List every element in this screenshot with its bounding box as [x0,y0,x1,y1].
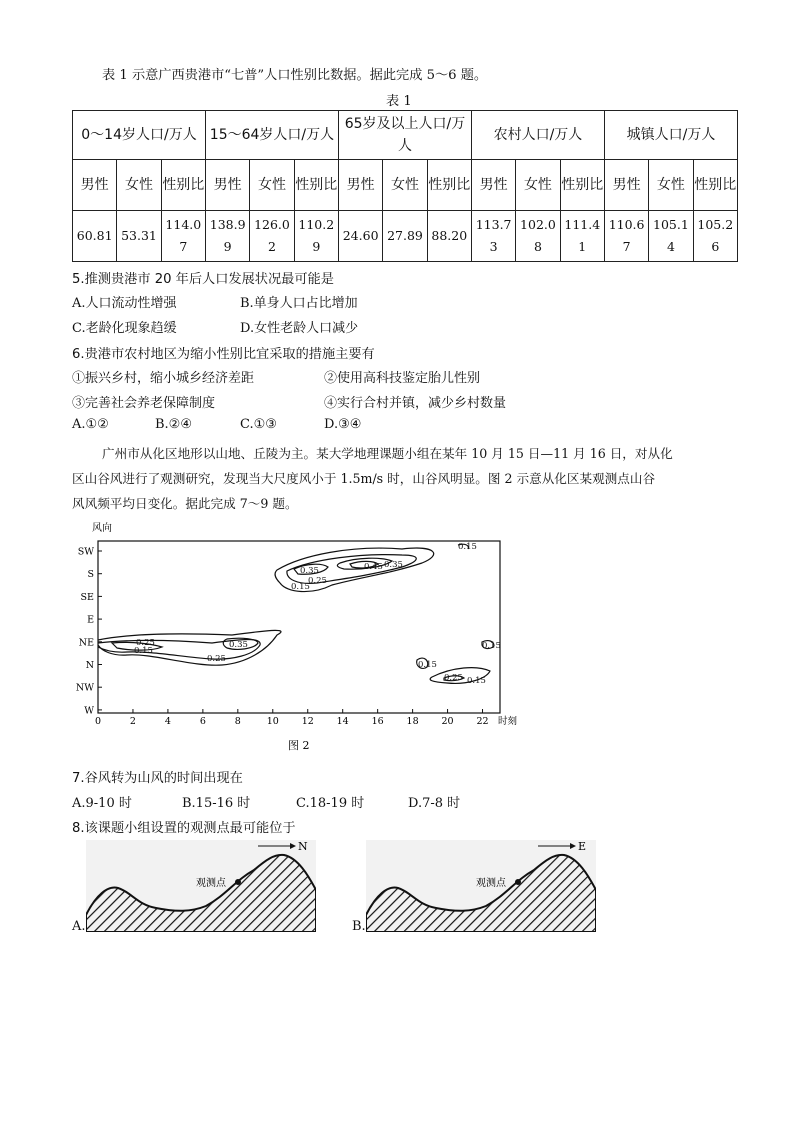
observation-point-marker [515,879,521,885]
sub-header: 女性 [383,160,427,211]
value-line: 2 [268,239,276,254]
q6-option-c: C.①③ [240,417,277,432]
sub-header: 性别比 [560,160,604,211]
q7-option-d: D.7-8 时 [408,796,461,811]
contour-label: 0.25 [444,673,463,683]
value-cell [693,211,737,262]
y-tick-label: SW [77,546,94,558]
y-tick-label: SE [80,591,94,603]
value-line: 7 [179,239,188,254]
value-line: 111.4 [564,217,601,232]
q8-option-a: A. [72,919,86,934]
value-line: 105.1 [653,217,689,232]
observation-point-label: 观测点 [196,878,226,889]
value-line: 102.0 [520,217,556,232]
x-axis-label: 时刻 [498,716,518,727]
observation-point-marker [235,879,241,885]
direction-label: N [298,840,308,853]
contour-label: 0.25 [207,654,226,664]
y-axis-label: 风向 [92,523,112,534]
x-tick-label: 18 [406,716,419,727]
contour-label: 0.45 [364,562,383,572]
contour-line [98,630,281,665]
y-tick-label: N [85,660,94,671]
contour-label: 0.35 [300,566,319,576]
y-tick-label: W [84,705,94,717]
q5-option-c: C.老龄化现象趋缓 [72,321,177,336]
value-cell [604,211,648,262]
sub-header: 女性 [516,160,560,211]
value-line: 3 [489,239,498,254]
y-tick-label: NW [75,682,94,694]
x-tick-label: 10 [266,716,279,727]
x-tick-label: 14 [336,716,349,727]
q5-option-d: D.女性老龄人口减少 [240,321,359,336]
terrain-profile-b [366,840,596,932]
q6-option-d: D.③④ [324,417,362,432]
question-5-stem: 5.推测贵港市 20 年后人口发展状况最可能是 [72,272,334,287]
intro-q5-6: 表 1 示意广西贵港市“七普”人口性别比数据。据此完成 5～6 题。 [102,68,488,83]
value-cell [250,211,294,262]
group-header: 15～64岁人口/万人 [205,111,338,160]
wind-frequency-chart [72,515,532,760]
sub-header: 性别比 [161,160,205,211]
value-cell [117,211,161,262]
x-tick-label: 2 [129,716,136,727]
contour-labels [134,542,501,686]
sub-header: 女性 [250,160,294,211]
sub-header: 女性 [117,160,161,211]
q6-statement-3: ③完善社会养老保障制度 [72,396,216,411]
value-cell [427,211,471,262]
q6-option-b: B.②④ [155,417,192,432]
q5-option-b: B.单身人口占比增加 [240,296,358,311]
q5-option-a: A.人口流动性增强 [72,296,177,311]
x-tick-label: 22 [476,716,489,727]
value-line: 110.2 [298,217,335,232]
value-cell [294,211,338,262]
sub-header: 性别比 [693,160,737,211]
group-header: 65岁及以上人口/万人 [338,111,471,160]
contour-label: 0.15 [418,660,437,670]
value-line: 4 [666,239,675,254]
value-line: 88.20 [431,228,468,243]
group-header: 0～14岁人口/万人 [73,111,206,160]
y-tick-label: S [87,569,94,581]
value-line: 6 [711,239,720,254]
figure-caption: 图 2 [288,739,310,752]
observation-point-label: 观测点 [476,878,506,889]
sub-header: 男性 [338,160,382,211]
x-tick-label: 0 [94,716,102,727]
group-header: 农村人口/万人 [471,111,604,160]
sub-header: 男性 [205,160,249,211]
value-line: 8 [533,239,542,254]
intro-q7-9-line2: 区山谷风进行了观测研究，发现当大尺度风小于 1.5m/s 时，山谷风明显。图 2 示意从化区某观测点山谷 [72,471,656,486]
value-cell [161,211,205,262]
y-tick-label: NE [78,637,94,649]
value-line: 9 [223,239,232,254]
contour-label: 0.25 [308,576,327,586]
sub-header: 男性 [471,160,515,211]
value-line: 1 [578,239,587,254]
q7-option-c: C.18-19 时 [296,796,365,811]
value-cell [73,211,117,262]
contour-label: 0.15 [482,641,501,651]
value-cell [205,211,249,262]
q6-statement-2: ②使用高科技鉴定胎儿性别 [324,371,481,386]
intro-q7-9-line1: 广州市从化区地形以山地、丘陵为主。某大学地理课题小组在某年 10 月 15 日—11 月 16 日，对从化 [102,446,673,461]
x-tick-label: 8 [234,716,241,727]
contour-label: 0.15 [291,582,310,592]
value-cell [516,211,560,262]
x-tick-label: 4 [164,716,171,727]
value-cell [383,211,427,262]
value-line: 7 [622,239,631,254]
value-line: 110.6 [608,217,645,232]
value-cell [338,211,382,262]
x-tick-label: 16 [371,716,384,727]
contour-label: 0.25 [136,638,155,648]
x-tick-label: 12 [301,716,314,727]
contour-label: 0.15 [134,646,153,656]
contour-label: 0.35 [384,560,403,570]
x-ticks [95,709,489,727]
question-8-stem: 8.该课题小组设置的观测点最可能位于 [72,821,296,836]
value-line: 24.60 [342,228,379,243]
value-line: 114.0 [165,217,202,232]
intro-q7-9-line3: 风风频平均日变化。据此完成 7～9 题。 [72,496,298,511]
question-7-stem: 7.谷风转为山风的时间出现在 [72,771,243,786]
population-table [72,110,738,262]
terrain-profile-a [86,840,316,932]
value-line: 105.2 [697,217,734,232]
sub-header: 性别比 [427,160,471,211]
q6-statement-1: ①振兴乡村，缩小城乡经济差距 [72,371,255,386]
value-line: 53.31 [121,228,157,243]
contour-label: 0.15 [458,542,477,552]
sub-header: 男性 [73,160,117,211]
contour-label: 0.15 [467,676,486,686]
contour-region-night [98,630,281,665]
value-cell [649,211,693,262]
q7-option-b: B.15-16 时 [182,796,251,811]
q6-option-a: A.①② [72,417,109,432]
x-tick-label: 6 [199,716,206,727]
value-line: 138.9 [209,217,246,232]
value-line: 60.81 [76,228,113,243]
value-cell [471,211,515,262]
contour-label: 0.35 [229,640,248,650]
sub-header: 性别比 [294,160,338,211]
q7-option-a: A.9-10 时 [72,796,132,811]
direction-label: E [578,840,587,853]
question-6-stem: 6.贵港市农村地区为缩小性别比宜采取的措施主要有 [72,347,375,362]
value-cell [560,211,604,262]
x-tick-label: 20 [441,716,454,727]
value-line: 113.7 [475,217,512,232]
table-caption: 表 1 [386,94,412,109]
y-tick-label: E [87,614,94,626]
value-line: 27.89 [387,228,423,243]
value-line: 126.0 [254,217,290,232]
q8-option-b: B. [352,919,366,934]
group-header: 城镇人口/万人 [604,111,737,160]
sub-header: 女性 [649,160,693,211]
sub-header: 男性 [604,160,648,211]
value-line: 9 [312,239,321,254]
q6-statement-4: ④实行合村并镇，减少乡村数量 [324,396,507,411]
